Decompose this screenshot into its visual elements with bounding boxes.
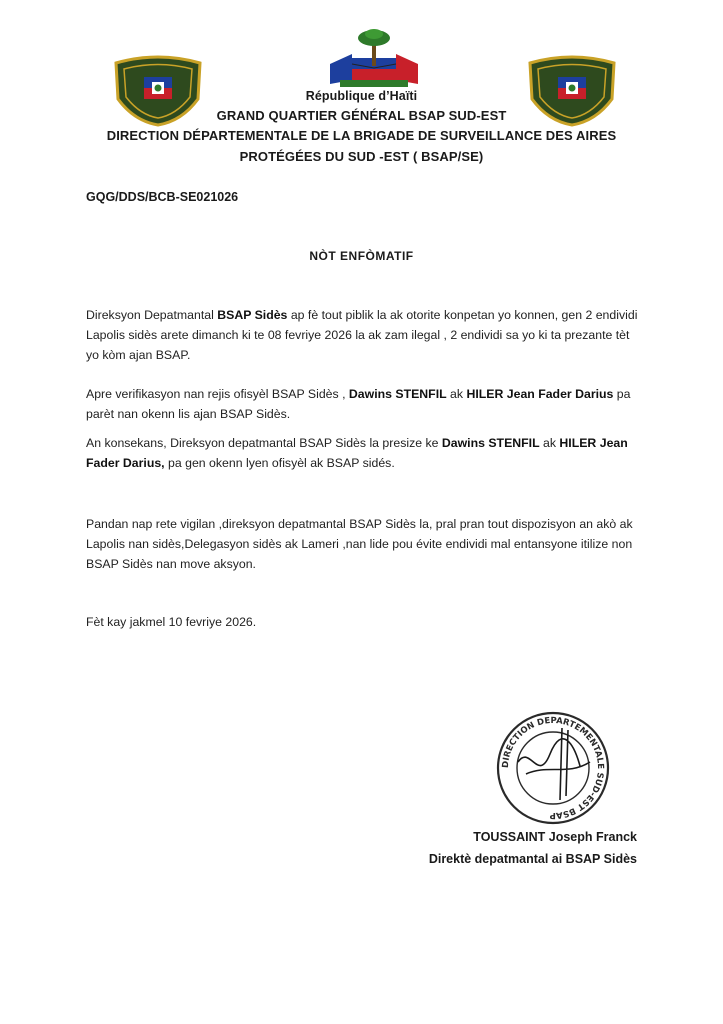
header-republic: République d’Haïti <box>305 89 418 103</box>
paragraph-3-text-c: ak <box>539 436 560 450</box>
signatory-name: TOUSSAINT Joseph Franck <box>473 830 637 844</box>
paragraph-2-name-2: HILER Jean Fader Darius <box>466 387 614 401</box>
header-headquarters: GRAND QUARTIER GÉNÉRAL BSAP SUD-EST <box>216 108 507 123</box>
reference-number: GQG/DDS/BCB-SE021026 <box>86 190 239 204</box>
paragraph-2 <box>86 384 638 424</box>
paragraph-1-bold-org: BSAP Sidès <box>217 308 288 322</box>
paragraph-1 <box>86 305 638 365</box>
issue-date: Fèt kay jakmel 10 fevriye 2026. <box>86 615 257 629</box>
document-title: NÒT ENFÒMATIF <box>309 249 414 263</box>
paragraph-2-text-e: pa parèt nan okenn lis ajan BSAP Sidès. <box>86 387 631 421</box>
header-direction-line1: DIRECTION DÉPARTEMENTALE DE LA BRIGADE DE SURVEILLANCE DES AIRES <box>106 128 617 143</box>
paragraph-1-text-a: Direksyon Depatmantal <box>86 308 218 322</box>
stamp-text: DIRECTION DEPARTEMENTALE SUD-EST BSAP <box>500 715 606 821</box>
paragraph-3-text-e: pa gen okenn lyen ofisyèl ak BSAP sidés. <box>164 456 395 470</box>
paragraph-3-text-a: An konsekans, Direksyon depatmantal BSAP Sidès la presize ke <box>86 436 442 450</box>
header-direction-line2: PROTÉGÉES DU SUD -EST ( BSAP/SE) <box>239 149 484 164</box>
official-stamp-icon <box>478 704 628 832</box>
paragraph-1-text-c: ap fè tout piblik la ak otorite konpetan yo konnen, gen 2 endividi Lapolis sidès arete dimanch ki te 08 fevriye 2026 la ak zam ilegal , 2 endividi sa yo ki ta prezante tèt yo kòm ajan BSAP. <box>86 308 638 362</box>
signatory-title: Direktè depatmantal ai BSAP Sidès <box>428 852 637 866</box>
paragraph-2-name-1: Dawins STENFIL <box>348 387 447 401</box>
coat-of-arms-icon <box>322 24 426 90</box>
paragraph-4: Pandan nap rete vigilan ,direksyon depatmantal BSAP Sidès la, pral pran tout dispozisyon an akò ak Lapolis nan sidès,Delegasyon sidès ak Lameri ,nan lide pou évite endividi mal entansyone itilize non BSAP Sidès nan move aksyon. <box>86 517 633 571</box>
paragraph-3-name-1: Dawins STENFIL <box>441 436 540 450</box>
paragraph-3-name-2: HILER Jean Fader Darius, <box>86 436 628 470</box>
paragraph-3 <box>86 433 638 473</box>
paragraph-2-text-c: ak <box>446 387 467 401</box>
paragraph-2-text-a: Apre verifikasyon nan rejis ofisyèl BSAP Sidès , <box>86 387 349 401</box>
